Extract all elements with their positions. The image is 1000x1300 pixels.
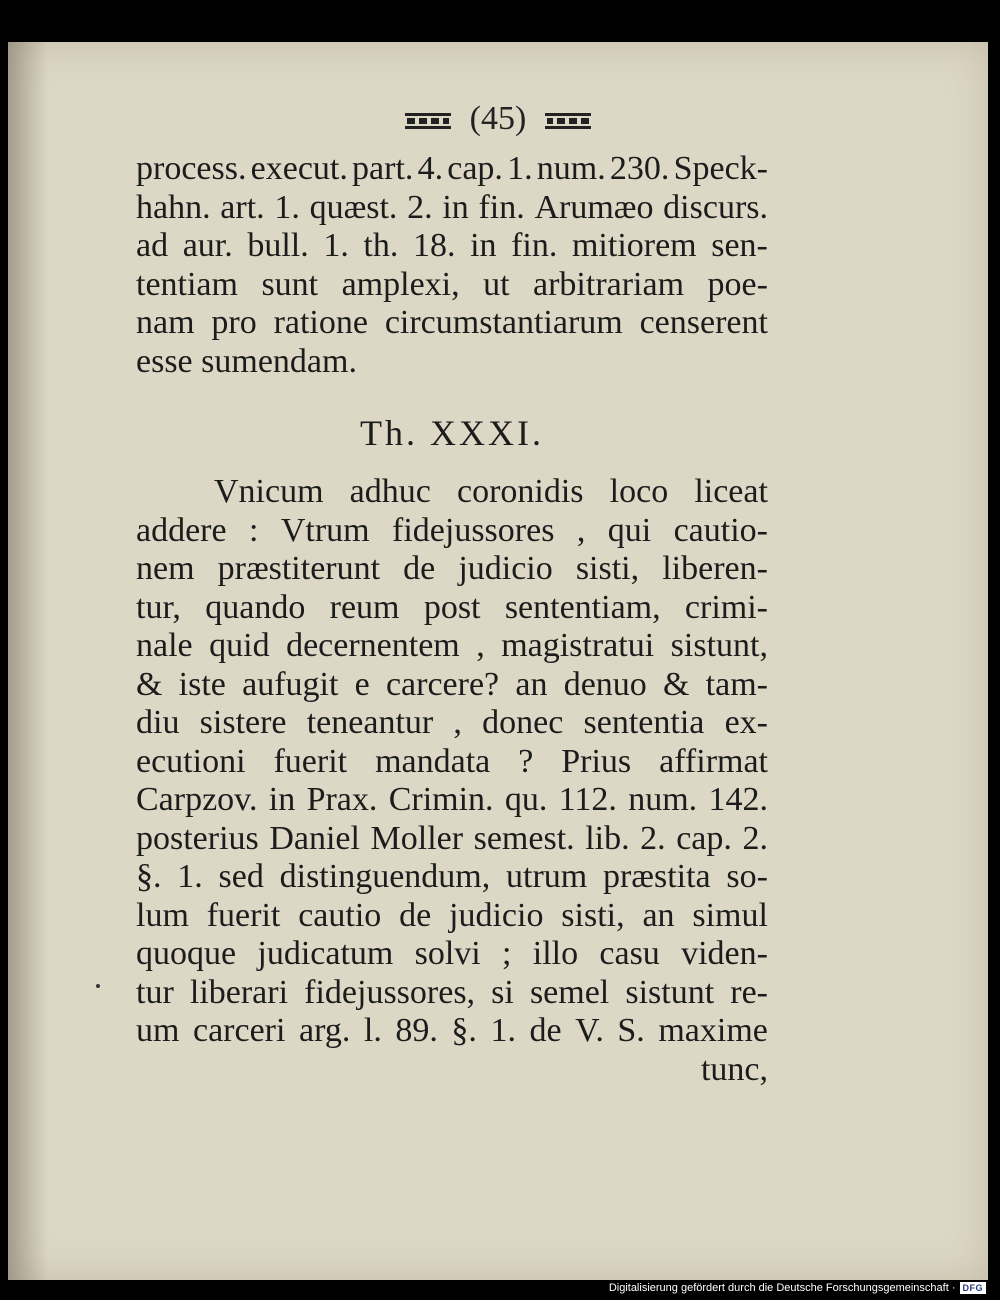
text-line: Vnicum adhuc coronidis loco liceat xyxy=(214,473,768,510)
body-text xyxy=(136,150,768,1089)
section-heading: Th. XXXI. xyxy=(360,413,544,453)
margin-speck xyxy=(96,984,100,988)
text-line: process. execut. part. 4. cap. 1. num. 230. Speck- xyxy=(136,150,768,187)
text-line: tur liberari fidejussores, si semel sistunt re- xyxy=(136,973,768,1011)
text-line: tur, quando reum post sententiam, crimi- xyxy=(136,588,768,626)
ornament-left-icon xyxy=(403,110,453,132)
text-line: hahn. art. 1. quæst. 2. in fin. Arumæo discurs. xyxy=(136,188,768,226)
text-line: nem præstiterunt de judicio sisti, liberen- xyxy=(136,550,768,587)
book-page xyxy=(8,42,988,1280)
text-line: ad aur. bull. 1. th. 18. in fin. mitiorem sen- xyxy=(136,227,768,264)
catchword: tunc, xyxy=(700,1050,768,1088)
text-line: addere : Vtrum fidejussores , qui cautio- xyxy=(136,511,768,549)
text-line: tentiam sunt amplexi, ut arbitrariam poe- xyxy=(136,265,768,303)
text-line: ecutioni fuerit mandata ? Prius affirmat xyxy=(136,742,768,780)
footer-credit-text: Digitalisierung gefördert durch die Deutsche Forschungsgemeinschaft · xyxy=(608,1282,956,1294)
page-header xyxy=(8,100,988,138)
text-line: um carceri arg. l. 89. §. 1. de V. S. maxime xyxy=(136,1012,768,1049)
text-line: quoque judicatum solvi ; illo casu viden- xyxy=(136,935,768,972)
footer-credit xyxy=(609,1282,986,1294)
text-line: lum fuerit cautio de judicio sisti, an simul xyxy=(136,896,768,934)
text-line: posterius Daniel Moller semest. lib. 2. cap. 2. xyxy=(136,819,768,857)
text-line: nam pro ratione circumstantiarum censerent xyxy=(136,304,768,341)
dfg-logo: DFG xyxy=(960,1282,987,1294)
text-line: nale quid decernentem , magistratui sistunt, xyxy=(136,627,768,664)
text-line: & iste aufugit e carcere? an denuo & tam- xyxy=(136,665,768,703)
text-line: Carpzov. in Prax. Crimin. qu. 112. num. 142. xyxy=(136,781,768,818)
text-line: diu sistere teneantur , donec sententia ex- xyxy=(136,704,768,741)
text-line: esse sumendam. xyxy=(136,342,357,380)
text-line: §. 1. sed distinguendum, utrum præstita so- xyxy=(136,858,768,895)
ornament-right-icon xyxy=(543,110,593,132)
page-number: (45) xyxy=(469,100,527,137)
